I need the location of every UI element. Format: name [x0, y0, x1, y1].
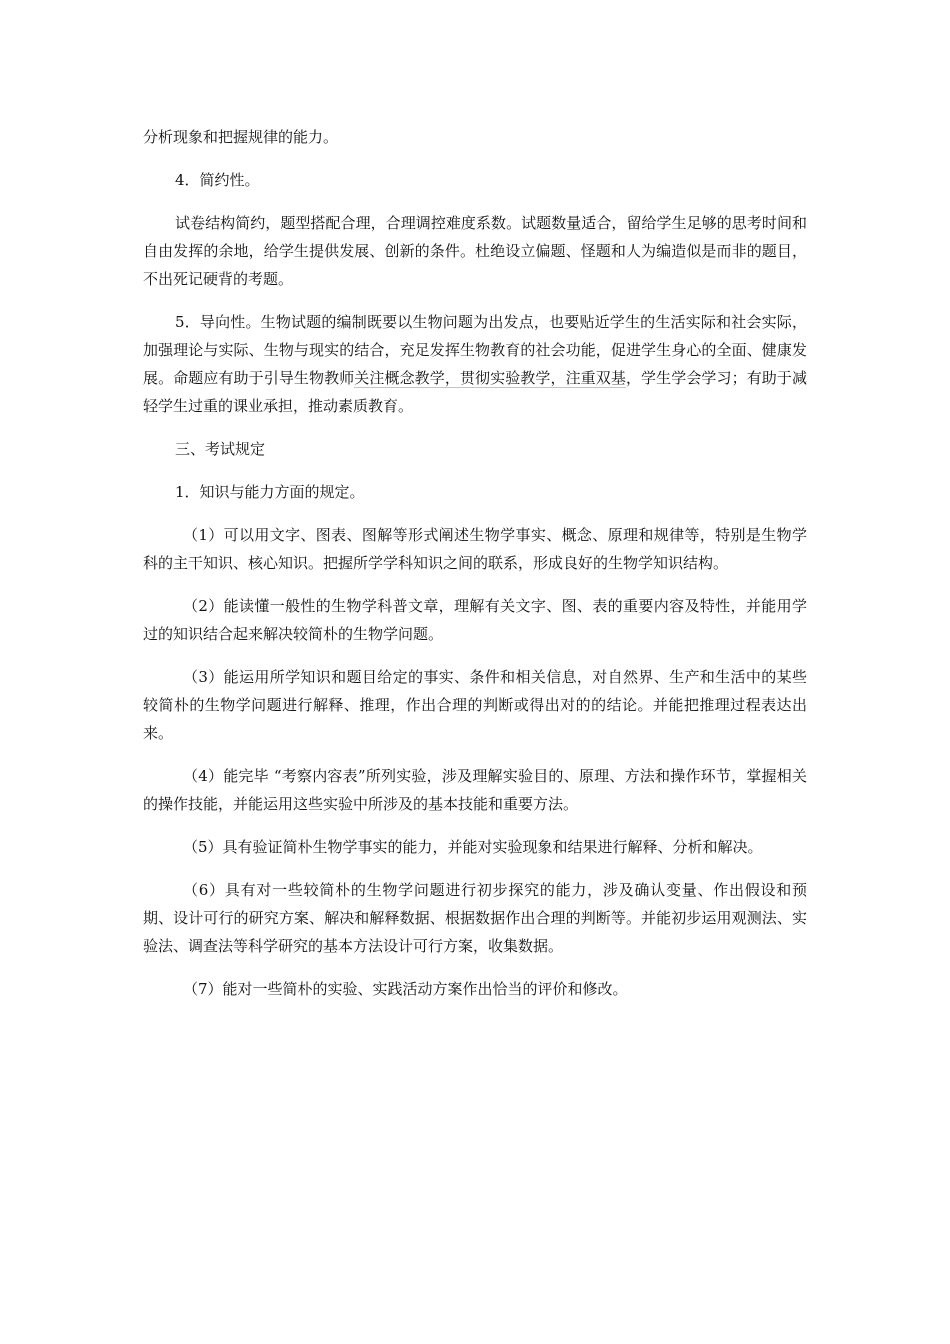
document-body: [143, 123, 807, 1018]
orientation-text-start: 5．导向性。生物试题的编制既要以生物问题为出发点，也要贴近学生的生活实际和社会实际，加强理论与实际、生物与现实的结合，充足发挥生物教育的社会功能，促进学生身心的全面、健康发展。命题应有助于引导生物教师: [143, 313, 807, 387]
orientation-text-end: ，学生学会学习；有助于减轻学生过重的课业承担，推动素质教育。: [143, 369, 807, 415]
rule-item-4: （4）能完毕 “考察内容表”所列实验，涉及理解实验目的、原理、方法和操作环节，掌握相关的操作技能，并能运用这些实验中所涉及的基本技能和重要方法。: [143, 767, 807, 813]
underlined-phrase: 关注概念教学，贯彻实验教学，注重双基: [354, 369, 626, 387]
rule-item-7: （7）能对一些简朴的实验、实践活动方案作出恰当的评价和修改。: [183, 980, 628, 998]
section-heading-exam-rules: 三、考试规定: [175, 440, 266, 458]
heading-item-1: 1．知识与能力方面的规定。: [175, 483, 365, 501]
heading-item-4: 4．简约性。: [175, 171, 260, 189]
rule-item-2: （2）能读懂一般性的生物学科普文章，理解有关文字、图、表的重要内容及特性，并能用学过的知识结合起来解决较简朴的生物学问题。: [143, 597, 807, 643]
paragraph-conciseness: 试卷结构简约，题型搭配合理，合理调控难度系数。试题数量适合，留给学生足够的思考时间和自由发挥的余地，给学生提供发展、创新的条件。杜绝设立偏题、怪题和人为编造似是而非的题目，不出死记硬背的考题。: [143, 214, 807, 288]
rule-item-1: （1）可以用文字、图表、图解等形式阐述生物学事实、概念、原理和规律等，特别是生物学科的主干知识、核心知识。把握所学学科知识之间的联系，形成良好的生物学知识结构。: [143, 526, 807, 572]
paragraph-continuation: 分析现象和把握规律的能力。: [143, 128, 339, 146]
paragraph-orientation: [143, 308, 807, 420]
rule-item-3: （3）能运用所学知识和题目给定的事实、条件和相关信息，对自然界、生产和生活中的某些较简朴的生物学问题进行解释、推理，作出合理的判断或得出对的的结论。并能把推理过程表达出来。: [143, 668, 807, 742]
rule-item-6: （6）具有对一些较简朴的生物学问题进行初步探究的能力，涉及确认变量、作出假设和预期、设计可行的研究方案、解决和解释数据、根据数据作出合理的判断等。并能初步运用观测法、实验法、调查法等科学研究的基本方法设计可行方案，收集数据。: [143, 881, 807, 955]
rule-item-5: （5）具有验证简朴生物学事实的能力，并能对实验现象和结果进行解释、分析和解决。: [183, 838, 763, 856]
